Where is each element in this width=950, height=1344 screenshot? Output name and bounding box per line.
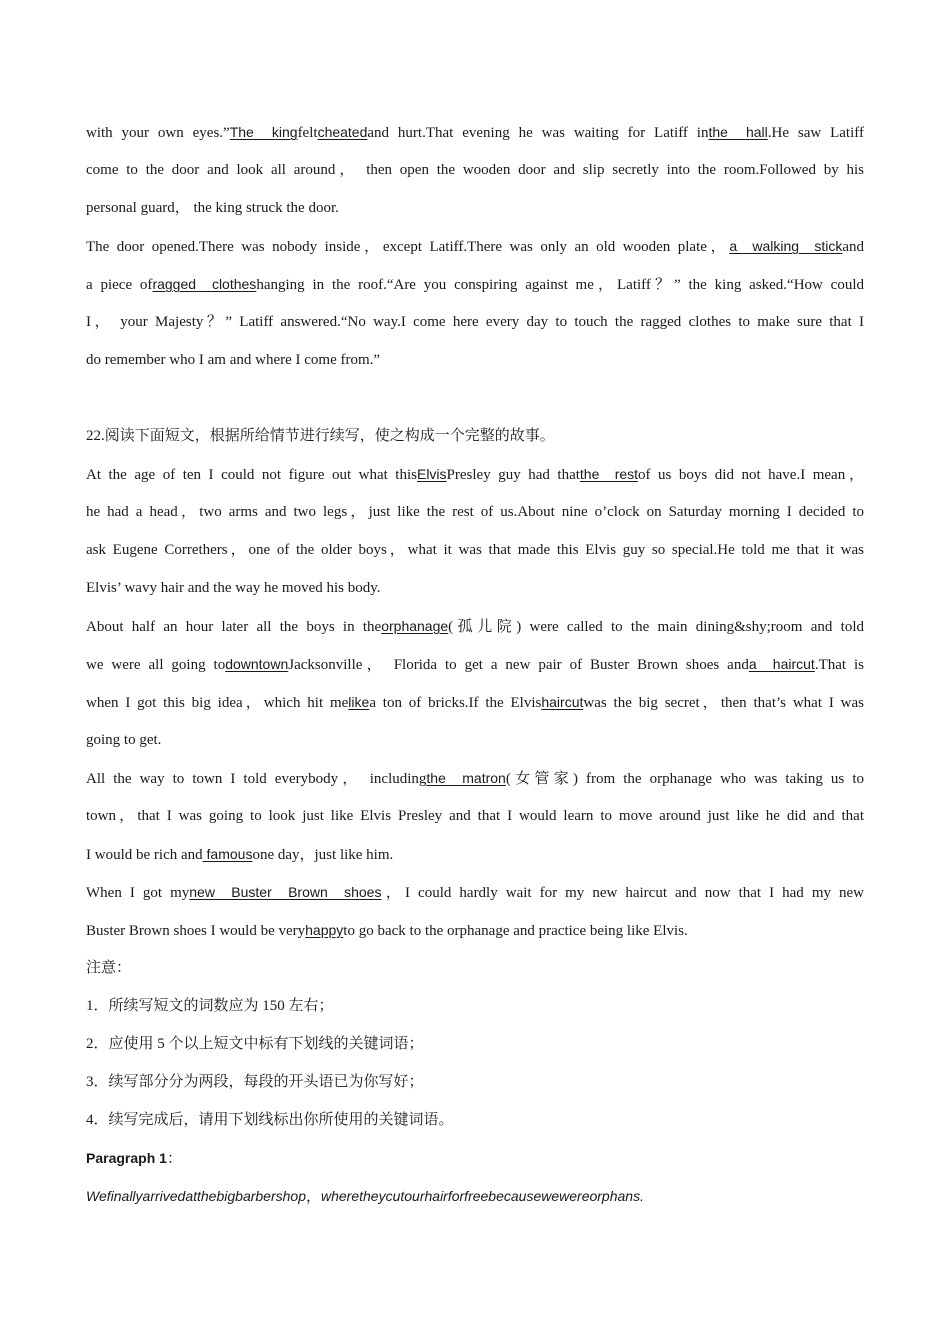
- note-item: 3．续写部分分为两段，每段的开头语已为你写好；: [86, 1074, 424, 1090]
- document-page: [86, 113, 864, 1215]
- text-line: personal guard， the king struck the door.: [86, 200, 339, 216]
- paragraph-label: Paragraph 1：: [86, 1150, 182, 1167]
- text-line: going to get.: [86, 732, 162, 748]
- paragraph-opening: Wefinallyarrivedatthebigbarbershop，wheretheycutourhairforfreebecausewewereorphans.: [86, 1188, 644, 1205]
- underlined-keyword: Elvis: [416, 466, 447, 482]
- text-line: he had a head，two arms and two legs，just like the rest of us.About nine o’clock on Saturday morning I decided to: [86, 504, 864, 520]
- text-line: do remember who I am and where I come from.”: [86, 352, 381, 368]
- underlined-keyword: cheated: [317, 124, 368, 140]
- note-item: 1．所续写短文的词数应为 150 左右；: [86, 998, 334, 1014]
- text-line: At the age of ten I could not figure out what thisElvisPresley guy had thatthe restof us boys did not have.I mean，: [86, 466, 864, 483]
- note-item: 4．续写完成后，请用下划线标出你所使用的关键词语。: [86, 1112, 454, 1128]
- underlined-keyword: haircut: [541, 694, 584, 710]
- text-line: Elvis’ wavy hair and the way he moved his body.: [86, 580, 381, 596]
- text-line: come to the door and look all around， then open the wooden door and slip secretly into the room.Followed by his: [86, 162, 864, 178]
- text-line: I， your Majesty？” Latiff answered.“No way.I come here every day to touch the ragged clothes to make sure that I: [86, 314, 864, 330]
- underlined-keyword: orphanage: [381, 618, 449, 634]
- underlined-keyword: The king: [229, 124, 298, 140]
- underlined-keyword: ragged clothes: [152, 276, 257, 292]
- text-line: The door opened.There was nobody inside，except Latiff.There was only an old wooden plate，a walking stickand: [86, 238, 864, 255]
- text-line: I would be rich and famousone day，just like him.: [86, 846, 394, 863]
- text-line: ask Eugene Correthers，one of the older boys，what it was that made this Elvis guy so special.He told me that it was: [86, 542, 864, 558]
- text-line: we were all going todowntownJacksonville， Florida to get a new pair of Buster Brown shoes anda haircut.That is: [86, 656, 864, 673]
- note-item: 2．应使用 5 个以上短文中标有下划线的关键词语；: [86, 1036, 424, 1052]
- spacer: [86, 379, 864, 417]
- underlined-keyword: a walking stick: [729, 238, 843, 254]
- text-line: with your own eyes.”The kingfeltcheatedand hurt.That evening he was waiting for Latiff inthe hall.He saw Latiff: [86, 124, 864, 141]
- text-line: town，that I was going to look just like Elvis Presley and that I would learn to move around just like he did and that: [86, 808, 864, 824]
- text-line: Buster Brown shoes I would be veryhappyto go back to the orphanage and practice being like Elvis.: [86, 922, 688, 939]
- text-line: when I got this big idea，which hit melikea ton of bricks.If the Elvishaircutwas the big secret，then that’s what I was: [86, 694, 864, 711]
- text-line: a piece ofragged clotheshanging in the roof.“Are you conspiring against me，Latiff？” the king asked.“How could: [86, 276, 865, 293]
- underlined-keyword: downtown: [225, 656, 289, 672]
- underlined-keyword: happy: [305, 922, 344, 938]
- underlined-keyword: the matron: [426, 770, 506, 786]
- text-line: When I got mynew Buster Brown shoes，I could hardly wait for my new haircut and now that I had my new: [86, 884, 865, 901]
- question-heading: 22.阅读下面短文，根据所给情节进行续写，使之构成一个完整的故事。: [86, 428, 555, 444]
- underlined-keyword: like: [348, 694, 370, 710]
- text-line: All the way to town I told everybody， includingthe matron(女管家) from the orphanage who was taking us to: [86, 770, 864, 787]
- underlined-keyword: famous: [202, 846, 253, 862]
- notes-title: 注意：: [86, 960, 132, 976]
- underlined-keyword: the hall: [708, 124, 768, 140]
- text-line: About half an hour later all the boys in theorphanage(孤儿院) were called to the main dining&shy;room and told: [86, 618, 864, 635]
- underlined-keyword: a haircut: [748, 656, 815, 672]
- underlined-keyword: new Buster Brown shoes: [189, 884, 382, 900]
- underlined-keyword: the rest: [579, 466, 639, 482]
